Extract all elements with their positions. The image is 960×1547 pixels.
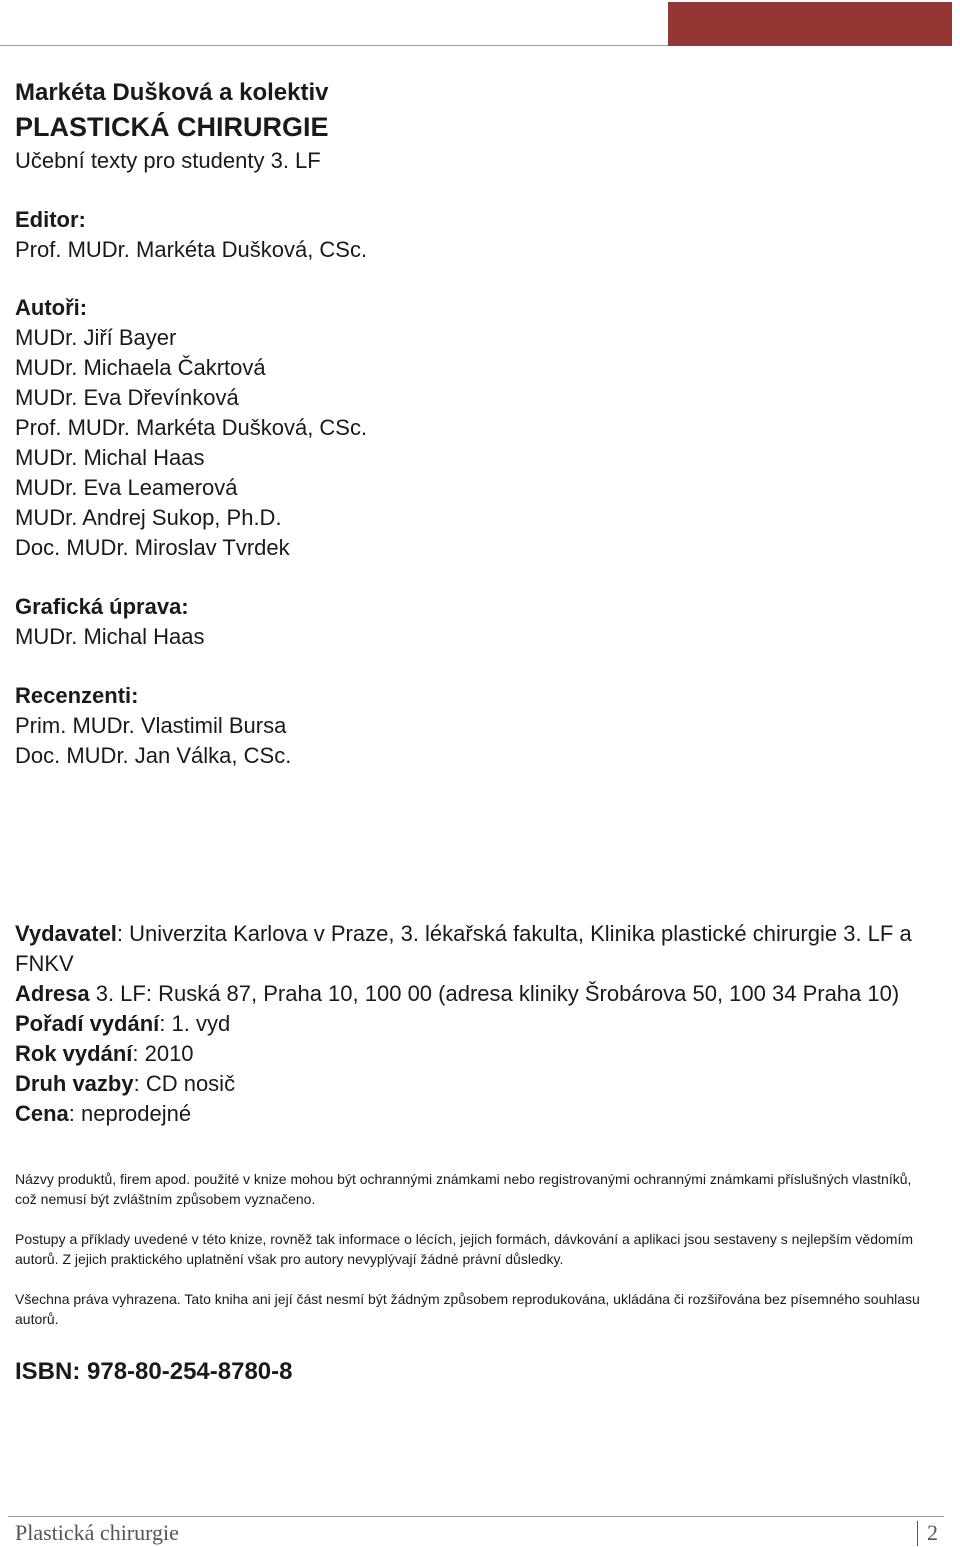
author-name: MUDr. Eva Dřevínková: [15, 385, 239, 410]
binding-value: : CD nosič: [133, 1071, 236, 1096]
book-subtitle: Učební texty pro studenty 3. LF: [15, 148, 321, 173]
legal-notice: [15, 1169, 925, 1329]
editor-section: [15, 205, 940, 265]
footer-rule: [8, 1516, 944, 1517]
reviewers-section: [15, 681, 940, 771]
publisher-value: : Univerzita Karlova v Praze, 3. lékařská fakulta, Klinika plastické chirurgie 3. LF a FNKV: [15, 921, 912, 976]
footer-title: Plastická chirurgie: [15, 1520, 179, 1545]
binding-label: Druh vazby: [15, 1071, 134, 1096]
book-title: PLASTICKÁ CHIRURGIE: [15, 112, 329, 142]
footer-separator: [917, 1521, 918, 1546]
authors-heading: Autoři:: [15, 295, 88, 320]
authors-section: [15, 293, 940, 563]
author-name: MUDr. Jiří Bayer: [15, 325, 177, 350]
author-name: MUDr. Andrej Sukop, Ph.D.: [15, 505, 282, 530]
edition-label: Pořadí vydání: [15, 1011, 160, 1036]
address-label: Adresa: [15, 981, 90, 1006]
header-rule: [0, 45, 668, 46]
liability-notice: Postupy a příklady uvedené v této knize, rovněž tak informace o lécích, jejich formách, dávkování a aplikaci jsou sestaveny s nejlepším vědomím autorů. Z jejich praktického uplatnění však pro autory nevyplývají žádné právní důsledky.: [15, 1231, 913, 1267]
edition-line: [15, 1009, 940, 1039]
publisher-line: [15, 919, 940, 979]
author-name: MUDr. Michaela Čakrtová: [15, 355, 266, 380]
author-name: MUDr. Eva Leamerová: [15, 475, 238, 500]
graphics-heading: Grafická úprava:: [15, 594, 189, 619]
editor-name: Prof. MUDr. Markéta Dušková, CSc.: [15, 237, 368, 262]
reviewer-name: Doc. MUDr. Jan Válka, CSc.: [15, 743, 292, 768]
rights-notice: Všechna práva vyhrazena. Tato kniha ani její část nesmí být žádným způsobem reprodukována, ukládána či rozšiřována bez písemného souhlasu autorů.: [15, 1291, 920, 1327]
isbn: ISBN: 978-80-254-8780-8: [15, 1358, 293, 1385]
author-name: Doc. MUDr. Miroslav Tvrdek: [15, 535, 290, 560]
graphics-section: [15, 592, 940, 652]
year-line: [15, 1039, 940, 1069]
author-name: MUDr. Michal Haas: [15, 445, 205, 470]
page-content: [15, 75, 940, 1387]
trademark-notice: Názvy produktů, firem apod. použité v knize mohou být ochrannými známkami nebo registrovanými ochrannými známkami příslušných vlastníků, což nemusí být zvláštním způsobem vyznačeno.: [15, 1171, 912, 1207]
author-name: Prof. MUDr. Markéta Dušková, CSc.: [15, 415, 368, 440]
graphics-name: MUDr. Michal Haas: [15, 624, 205, 649]
price-line: [15, 1099, 940, 1129]
binding-line: [15, 1069, 940, 1099]
header-color-band: [668, 2, 952, 46]
publisher-label: Vydavatel: [15, 921, 117, 946]
page-number: 2: [927, 1520, 938, 1545]
editor-heading: Editor:: [15, 207, 86, 232]
year-value: : 2010: [132, 1041, 194, 1066]
book-authors: Markéta Dušková a kolektiv: [15, 79, 329, 106]
year-label: Rok vydání: [15, 1041, 133, 1066]
edition-value: : 1. vyd: [159, 1011, 231, 1036]
reviewers-heading: Recenzenti:: [15, 683, 139, 708]
address-line: [15, 979, 940, 1009]
reviewer-name: Prim. MUDr. Vlastimil Bursa: [15, 713, 287, 738]
address-value: 3. LF: Ruská 87, Praha 10, 100 00 (adresa kliniky Šrobárova 50, 100 34 Praha 10): [89, 981, 900, 1006]
publication-info: [15, 919, 940, 1129]
price-label: Cena: [15, 1101, 69, 1126]
price-value: : neprodejné: [68, 1101, 192, 1126]
